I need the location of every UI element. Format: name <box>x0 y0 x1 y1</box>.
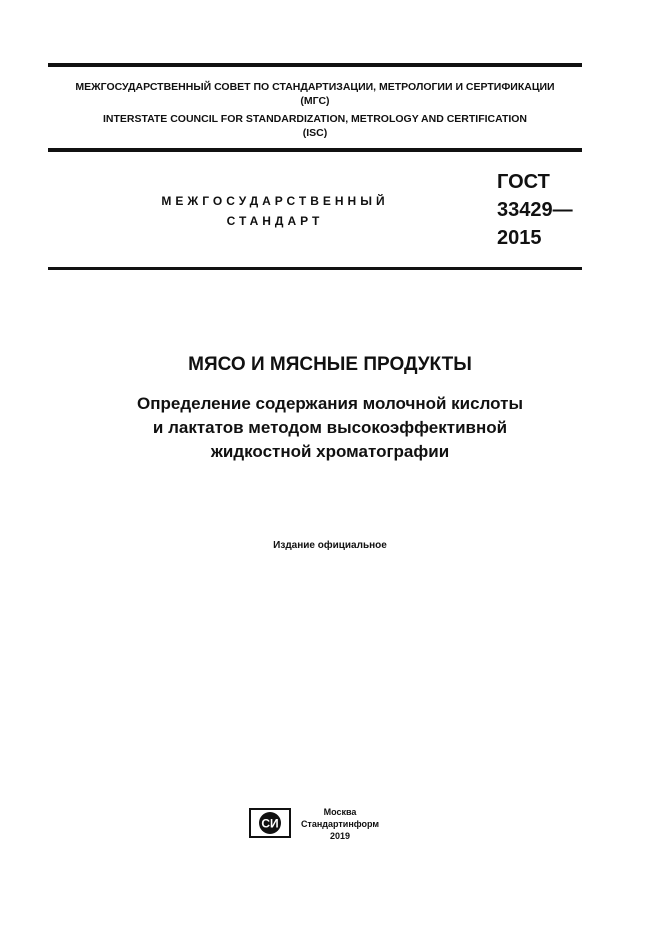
publisher-block <box>295 806 385 842</box>
subtitle-line3: жидкостной хроматографии <box>210 442 450 461</box>
council-abbrev-ru: (МГС) <box>300 95 330 107</box>
top-rule <box>48 63 582 67</box>
bottom-rule <box>48 267 582 270</box>
gost-number: 33429— <box>497 199 573 221</box>
subtitle-line1: Определение содержания молочной кислоты <box>137 394 523 413</box>
council-name-en-line1: INTERSTATE COUNCIL FOR STANDARDIZATION, METROLOGY AND CERTIFICATION <box>102 113 528 125</box>
edition-label: Издание официальное <box>273 540 387 551</box>
council-name-en <box>48 112 582 140</box>
council-name-ru <box>48 80 582 108</box>
council-name-ru-line1: МЕЖГОСУДАРСТВЕННЫЙ СОВЕТ ПО СТАНДАРТИЗАЦИИ, МЕТРОЛОГИИ И СЕРТИФИКАЦИИ <box>75 81 555 93</box>
publisher-name: Стандартинформ <box>300 819 380 829</box>
standard-kind <box>150 191 400 231</box>
gost-prefix: ГОСТ <box>497 171 550 193</box>
middle-rule <box>48 148 582 152</box>
council-abbrev-en: (ISC) <box>302 127 328 139</box>
standartinform-logo-icon <box>249 808 291 838</box>
gost-year: 2015 <box>497 227 542 249</box>
standard-kind-line2: СТАНДАРТ <box>226 214 324 228</box>
subtitle-line2: и лактатов методом высокоэффективной <box>152 418 508 437</box>
document-subtitle <box>48 392 612 464</box>
publisher-city: Москва <box>323 807 357 817</box>
standard-kind-line1: МЕЖГОСУДАРСТВЕННЫЙ <box>161 194 389 208</box>
gost-designation <box>497 168 607 252</box>
document-title: МЯСО И МЯСНЫЕ ПРОДУКТЫ <box>188 354 472 375</box>
publisher-year: 2019 <box>329 831 351 841</box>
svg-text:СИ: СИ <box>261 816 279 831</box>
